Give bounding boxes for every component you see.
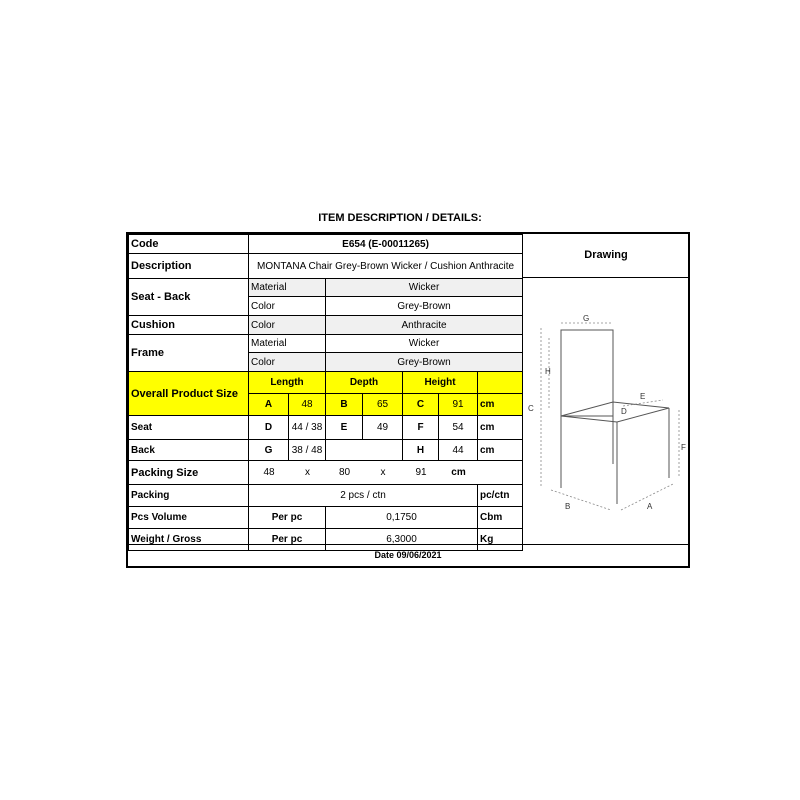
letter-e: E <box>326 416 363 440</box>
value-f: 54 <box>439 416 478 440</box>
value-e: 49 <box>363 416 403 440</box>
pcs-volume-unit: Cbm <box>478 507 523 529</box>
value-g: 38 / 48 <box>289 440 326 461</box>
packing-size-values <box>249 467 522 478</box>
weight-unit: Kg <box>478 529 523 551</box>
seat-back-label: Seat - Back <box>129 279 249 316</box>
chair-backrest <box>561 330 613 416</box>
packing-height: 91 <box>415 467 427 478</box>
packing-unit: cm <box>451 467 466 478</box>
pcs-volume-value: 0,1750 <box>326 507 478 529</box>
seat-back-material: Wicker <box>326 279 523 297</box>
packing-x1: x <box>305 467 310 478</box>
value-c: 91 <box>439 394 478 416</box>
letter-e-drawing: E <box>640 392 646 401</box>
description-label: Description <box>129 254 249 279</box>
cushion-color: Anthracite <box>326 316 523 335</box>
back-unit: cm <box>478 440 523 461</box>
spec-table <box>128 234 523 551</box>
drawing-panel <box>522 234 689 547</box>
pcs-volume-label: Pcs Volume <box>129 507 249 529</box>
weight-label: Weight / Gross <box>129 529 249 551</box>
row-code <box>129 235 523 254</box>
overall-size-label: Overall Product Size <box>129 372 249 416</box>
overall-unit: cm <box>478 394 523 416</box>
code-label: Code <box>129 235 249 254</box>
letter-d: D <box>249 416 289 440</box>
length-header: Length <box>249 372 326 394</box>
letter-h-drawing: H <box>545 367 551 376</box>
overall-blank <box>478 372 523 394</box>
chair-drawing <box>523 278 689 547</box>
packing-size-label: Packing Size <box>129 461 249 485</box>
packing-label: Packing <box>129 485 249 507</box>
seat-unit: cm <box>478 416 523 440</box>
frame-color-label: Color <box>249 353 326 372</box>
value-d: 44 / 38 <box>289 416 326 440</box>
frame-label: Frame <box>129 335 249 372</box>
seat-back-color: Grey-Brown <box>326 297 523 316</box>
value-h: 44 <box>439 440 478 461</box>
chair-seat <box>561 402 669 422</box>
frame-color: Grey-Brown <box>326 353 523 372</box>
seat-back-color-label: Color <box>249 297 326 316</box>
row-description <box>129 254 523 279</box>
packing-unit-cell: pc/ctn <box>478 485 523 507</box>
weight-per: Per pc <box>249 529 326 551</box>
packing-width: 80 <box>338 467 351 478</box>
letter-f: F <box>403 416 439 440</box>
row-seat <box>129 416 523 440</box>
back-label: Back <box>129 440 249 461</box>
cushion-color-label: Color <box>249 316 326 335</box>
letter-g-drawing: G <box>583 314 590 323</box>
pcs-volume-per: Per pc <box>249 507 326 529</box>
letter-c-drawing: C <box>528 404 534 413</box>
letter-f-drawing: F <box>681 443 686 452</box>
height-header: Height <box>403 372 478 394</box>
value-a: 48 <box>289 394 326 416</box>
letter-c: C <box>403 394 439 416</box>
depth-header: Depth <box>326 372 403 394</box>
row-seat-back-material <box>129 279 523 297</box>
dim-line-b <box>551 490 611 510</box>
value-b: 65 <box>363 394 403 416</box>
letter-b: B <box>326 394 363 416</box>
row-packing-size <box>129 461 523 485</box>
weight-value: 6,3000 <box>326 529 478 551</box>
row-frame-material <box>129 335 523 353</box>
letter-b-drawing: B <box>565 502 571 511</box>
row-packing <box>129 485 523 507</box>
row-cushion <box>129 316 523 335</box>
drawing-label: Drawing <box>523 234 689 278</box>
letter-d-drawing: D <box>621 407 627 416</box>
back-empty <box>326 440 403 461</box>
letter-g: G <box>249 440 289 461</box>
row-pcs-volume <box>129 507 523 529</box>
seat-label: Seat <box>129 416 249 440</box>
letter-h: H <box>403 440 439 461</box>
packing-value: 2 pcs / ctn <box>249 485 478 507</box>
description-value: MONTANA Chair Grey-Brown Wicker / Cushion Anthracite <box>249 254 523 279</box>
code-value: E654 (E-00011265) <box>249 235 523 254</box>
letter-a: A <box>249 394 289 416</box>
packing-length: 48 <box>263 467 275 478</box>
packing-x2: x <box>380 467 386 478</box>
page-title: ITEM DESCRIPTION / DETAILS: <box>318 212 482 224</box>
letter-a-drawing: A <box>647 502 653 511</box>
row-back <box>129 440 523 461</box>
row-overall-headers <box>129 372 523 394</box>
date-text: Date 09/06/2021 <box>128 544 688 566</box>
frame-material-label: Material <box>249 335 326 353</box>
seat-back-material-label: Material <box>249 279 326 297</box>
spec-sheet <box>126 232 690 568</box>
cushion-label: Cushion <box>129 316 249 335</box>
frame-material: Wicker <box>326 335 523 353</box>
